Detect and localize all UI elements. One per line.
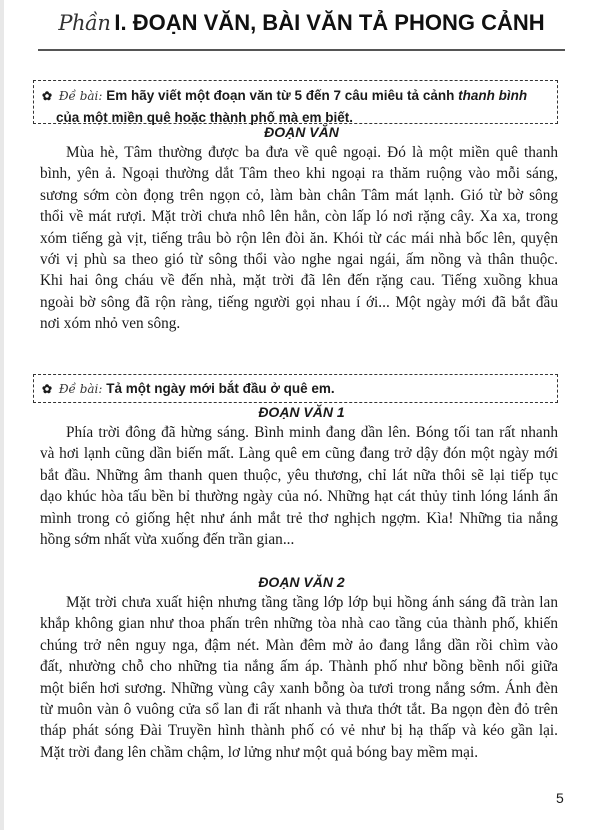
paragraph-line: hồng sớm nhất vừa xuống đến trần gian... xyxy=(40,530,295,548)
paragraph-line: đất, nhường chỗ cho những tia nắng ấm áp. Thành phố như bồng bềnh nổi giữa xyxy=(40,658,558,676)
paragraph-line: bắt đầu. Những âm thanh quen thuộc, yêu thương, chỉ lát nữa thôi sẽ lại tiếp tục xyxy=(40,466,558,484)
title-prefix: Phần xyxy=(58,11,111,35)
paragraph-line: xóm tiếng gà vịt, tiếng trâu bò rộn lên đòi ăn. Khói từ các mái nhà bốc lên, quyện xyxy=(40,229,558,247)
paragraph-line: Mặt trời chưa xuất hiện nhưng tầng tầng lớp lớp bụi hồng ánh sáng đã tràn lan xyxy=(66,594,558,611)
flower-icon: ✿ xyxy=(42,382,53,396)
task-box-1 xyxy=(33,80,558,124)
task-text: Em hãy viết một đoạn văn từ 5 đến 7 câu miêu tả cảnh xyxy=(106,88,455,103)
paragraph-line: sương sớm còn đọng trên ngọn cỏ, làm bàn chân Tâm mát lạnh. Gió từ bờ sông xyxy=(40,186,558,204)
paragraph-line: khắp không gian như thoa phấn trên những tòa nhà cao tầng của thành phố, khiến xyxy=(40,615,558,633)
page-number: 5 xyxy=(556,790,564,806)
paragraph-line: Phía trời đông đã hừng sáng. Bình minh đang dần lên. Bóng tối tan rất nhanh xyxy=(66,424,558,441)
section-heading: ĐOẠN VĂN 2 xyxy=(258,574,345,590)
paragraph-line: Khi hai ông cháu về đến nhà, mặt trời đã lên đến rặng cau. Tiếng xuồng khua xyxy=(40,272,558,290)
task-label: Đề bài: xyxy=(58,89,103,103)
paragraph-line: ngoài bờ sông đã rộn ràng, tiếng người gọi nhau í ới... Một ngày mới đã bắt đầu xyxy=(40,293,558,311)
title-text: I. ĐOẠN VĂN, BÀI VĂN TẢ PHONG CẢNH xyxy=(114,10,545,35)
task-box-2 xyxy=(33,374,558,403)
page-title xyxy=(38,10,565,36)
task-label: Đề bài: xyxy=(58,382,103,396)
flower-icon: ✿ xyxy=(42,89,53,103)
paragraph-line: và hơi lạnh cũng dần biến mất. Làng quê em cũng đang trở dậy đón một ngày mới xyxy=(40,445,558,463)
paragraph-line: chúng trở nên nguy nga, đậm nét. Màn đêm mờ ảo đang lắng dần rồi chìm vào xyxy=(40,636,558,654)
task-text-italic: thanh bình xyxy=(458,88,528,103)
paragraph-line: bình, yên ả. Ngoại thường dắt Tâm theo khi ngoại ra thăm ruộng vào mỗi sáng, xyxy=(40,165,558,183)
paragraph-line: Mùa hè, Tâm thường được ba đưa về quê ngoại. Đó là một miền quê thanh xyxy=(66,144,558,161)
paragraph-line: Mặt trời đang lên chầm chậm, lơ lửng như một quả bóng bay mềm mại. xyxy=(40,743,479,761)
paragraph-line: một biển hơi sương. Những vùng cây xanh bỗng òa tươi trong nắng sớm. Ánh đèn xyxy=(40,679,558,697)
paragraph xyxy=(40,592,558,763)
paragraph xyxy=(40,142,558,335)
paragraph-line: nơi xóm nhỏ ven sông. xyxy=(40,315,181,333)
section-heading: ĐOẠN VĂN 1 xyxy=(258,404,345,420)
section-heading: ĐOẠN VĂN xyxy=(264,124,339,140)
paragraph-line: mình trong cỏ giống hệt như ánh mắt trẻ thơ nghịch ngợm. Kìa! Những tia nắng xyxy=(40,509,558,527)
task-text: Tả một ngày mới bắt đầu ở quê em. xyxy=(106,381,335,396)
task-text-continued: của một miền quê hoặc thành phố mà em biết. xyxy=(56,110,354,125)
paragraph-line: thổi về mát rượi. Mặt trời chưa nhô lên hẳn, còn lấp ló nơi rặng cây. Xa xa, trong xyxy=(40,208,558,226)
title-divider xyxy=(38,49,565,51)
paragraph xyxy=(40,422,558,550)
paragraph-line: từ muôn vàn ô vuông cửa sổ lan đi rất nhanh và thưa thớt tắt. Ba ngọn đèn đỏ trên xyxy=(40,700,558,718)
paragraph-line: với vị phù sa theo gió từ sông thổi vào nghe ngai ngái, ấm nồng và thân thuộc. xyxy=(40,250,558,268)
paragraph-line: dạo khúc hòa tấu bền bỉ thường ngày của nó. Những hạt cát thủy tinh lóng lánh ẩn xyxy=(40,488,558,506)
page-edge xyxy=(0,0,4,830)
paragraph-line: tháp phát sóng Đài Truyền hình thành phố có vẻ như bị hạ thấp và kéo gần lại. xyxy=(40,722,558,740)
